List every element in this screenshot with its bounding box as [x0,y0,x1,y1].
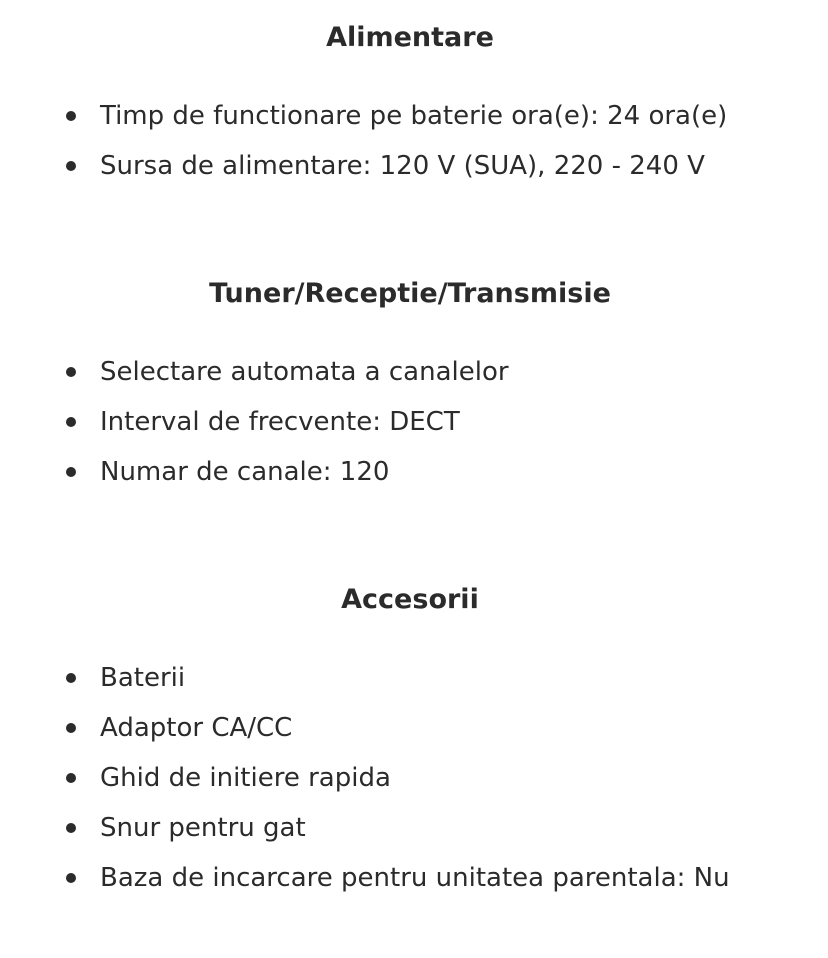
list-item-text: Snur pentru gat [100,813,306,843]
bullet-icon [66,723,76,733]
section-title: Alimentare [326,22,494,53]
list-item-text: Baza de incarcare pentru unitatea parentala: Nu [100,863,730,893]
bullet-icon [66,773,76,783]
bullet-icon [66,367,76,377]
section-title: Accesorii [341,584,479,615]
list-item-text: Sursa de alimentare: 120 V (SUA), 220 - 240 V [100,151,705,181]
bullet-icon [66,161,76,171]
section-title: Tuner/Receptie/Transmisie [209,278,611,309]
list-item-text: Numar de canale: 120 [100,457,390,487]
list-item-text: Selectare automata a canalelor [100,357,509,387]
bullet-icon [66,111,76,121]
bullet-icon [66,873,76,883]
bullet-icon [66,467,76,477]
list-item-text: Adaptor CA/CC [100,713,293,743]
bullet-icon [66,823,76,833]
bullet-icon [66,673,76,683]
list-item-text: Timp de functionare pe baterie ora(e): 24 ora(e) [100,101,728,131]
list-item-text: Interval de frecvente: DECT [100,407,460,437]
list-item-text: Ghid de initiere rapida [100,763,391,793]
bullet-icon [66,417,76,427]
list-item-text: Baterii [100,663,186,693]
